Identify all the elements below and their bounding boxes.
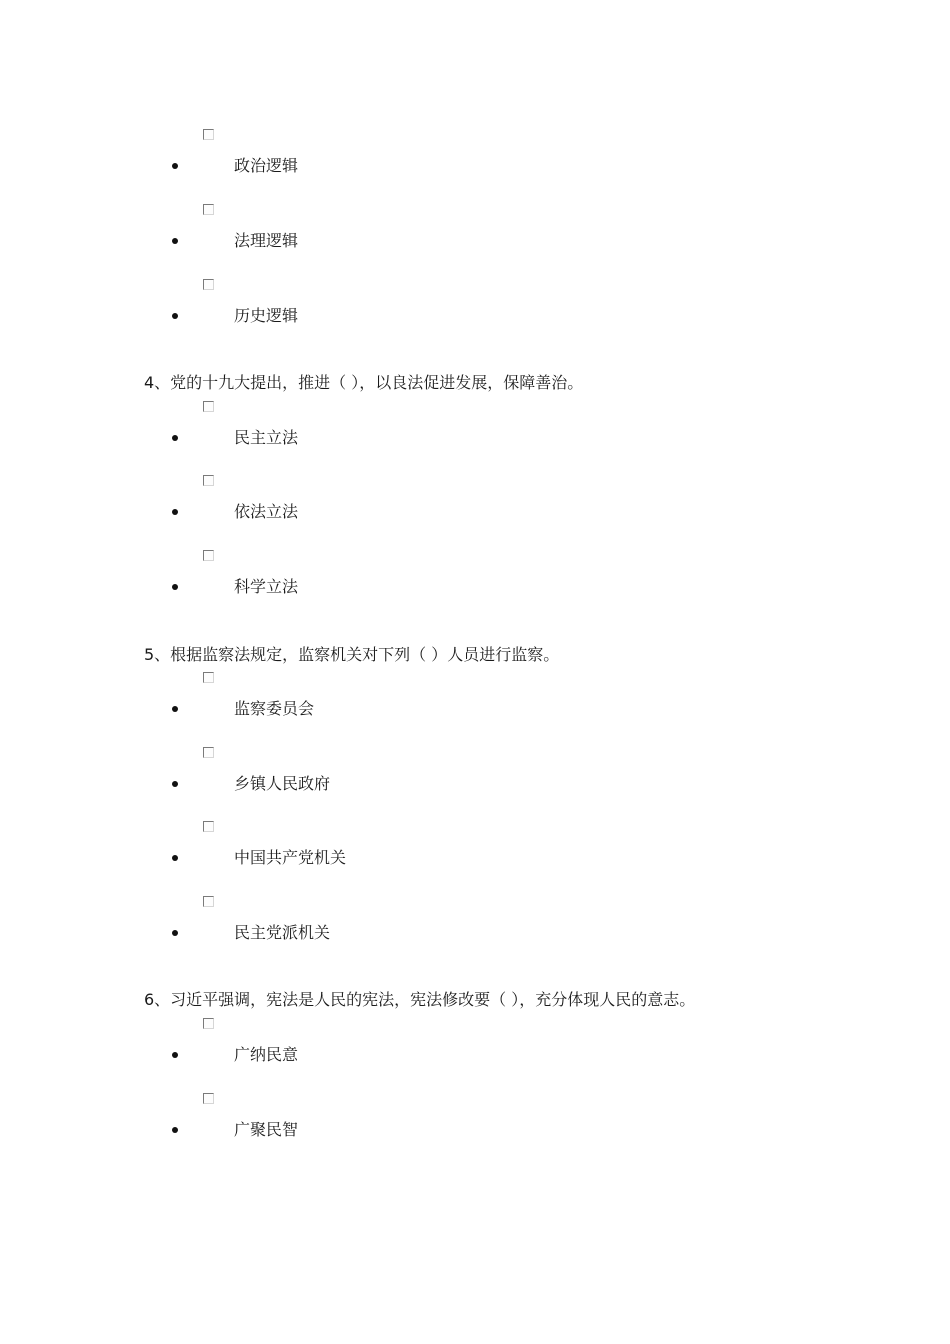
option-label-q3-2: 法理逻辑 <box>234 231 299 250</box>
list-bullet <box>172 1127 178 1133</box>
option-checkbox-q5-1[interactable] <box>203 672 214 683</box>
list-bullet <box>172 855 178 861</box>
option-label-q3-1: 政治逻辑 <box>234 156 299 175</box>
option-checkbox-q3-2[interactable] <box>203 204 214 215</box>
question-text: 6、习近平强调，宪法是人民的宪法，宪法修改要（ ），充分体现人民的意志。 <box>144 990 696 1009</box>
list-bullet <box>172 313 178 319</box>
option-checkbox-q3-3[interactable] <box>203 279 214 290</box>
option-checkbox-q5-3[interactable] <box>203 821 214 832</box>
list-bullet <box>172 781 178 787</box>
option-label-q5-2: 乡镇人民政府 <box>234 774 331 793</box>
option-label-q5-1: 监察委员会 <box>234 699 315 718</box>
question-text: 5、根据监察法规定，监察机关对下列（ ）人员进行监察。 <box>144 645 560 664</box>
option-label-q4-2: 依法立法 <box>234 502 299 521</box>
option-label-q3-3: 历史逻辑 <box>234 306 299 325</box>
option-label-q4-1: 民主立法 <box>234 428 299 447</box>
list-bullet <box>172 1052 178 1058</box>
option-checkbox-q6-2[interactable] <box>203 1093 214 1104</box>
option-checkbox-q3-1[interactable] <box>203 129 214 140</box>
option-checkbox-q4-3[interactable] <box>203 550 214 561</box>
option-label-q5-4: 民主党派机关 <box>234 923 331 942</box>
list-bullet <box>172 509 178 515</box>
list-bullet <box>172 584 178 590</box>
option-checkbox-q6-1[interactable] <box>203 1018 214 1029</box>
list-bullet <box>172 706 178 712</box>
list-bullet <box>172 238 178 244</box>
option-checkbox-q4-1[interactable] <box>203 401 214 412</box>
list-bullet <box>172 930 178 936</box>
list-bullet <box>172 435 178 441</box>
question-text: 4、党的十九大提出，推进（ ），以良法促进发展，保障善治。 <box>144 373 584 392</box>
option-label-q6-1: 广纳民意 <box>234 1045 299 1064</box>
option-checkbox-q5-4[interactable] <box>203 896 214 907</box>
option-checkbox-q4-2[interactable] <box>203 475 214 486</box>
option-label-q4-3: 科学立法 <box>234 577 299 596</box>
list-bullet <box>172 163 178 169</box>
option-label-q6-2: 广聚民智 <box>234 1120 299 1139</box>
option-label-q5-3: 中国共产党机关 <box>234 848 347 867</box>
option-checkbox-q5-2[interactable] <box>203 747 214 758</box>
